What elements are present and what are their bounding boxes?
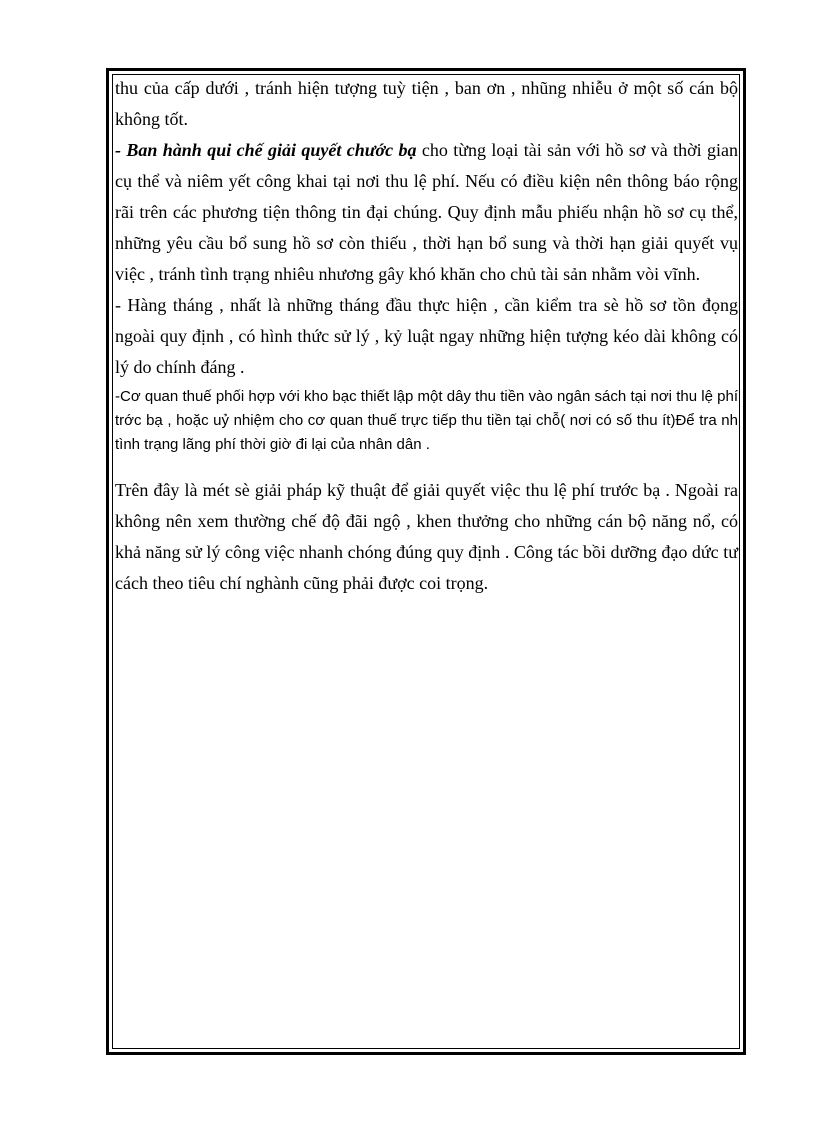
paragraph-2-heading: - Ban hành qui chế giải quyết chước bạ [115, 140, 417, 160]
paragraph-2-text: cho từng loại tài sản với hồ sơ và thời gian cụ thể và niêm yết công khai tại nơi thu lệ phí. Nếu có điều kiện nên thông báo rộng rãi trên các phương tiện thông tin đại chúng. Quy định mẫu phiếu nhận hồ sơ cụ thể, những yêu cầu bổ sung hồ sơ còn thiếu , thời hạn bổ sung và thời hạn giải quyết vụ việc , tránh tình trạng nhiêu nhương gây khó khăn cho chủ tài sản nhằm vòi vĩnh. [115, 140, 739, 284]
paragraph-5-text: Trên đây là mét sè giải pháp kỹ thuật để giải quyết việc thu lệ phí trước bạ . Ngoài ra không nên xem thường chế độ đãi ngộ , khen thưởng cho những cán bộ năng nổ, có khả năng sử lý công việc nhanh chóng đúng quy định . Công tác bồi dưỡng đạo dức tư cách theo tiêu chí nghành cũng phải được coi trọng. [115, 480, 738, 593]
paragraph-3-text: - Hàng tháng , nhất là những tháng đầu thực hiện , cần kiểm tra sè hồ sơ tồn đọng ngoài quy định , có hình thức sử lý , kỷ luật ngay những hiện tượng kéo dài không có lý do chính đáng . [115, 295, 738, 377]
paragraph-1-text: thu của cấp dưới , tránh hiện tượng tuỳ tiện , ban ơn , nhũng nhiễu ở một số cán bộ không tốt. [115, 78, 738, 129]
paragraph-4-text: -Cơ quan thuế phối hợp với kho bạc thiết lập một dây thu tiền vào ngân sách tại nơi thu lệ phí trớc bạ , hoặc uỷ nhiệm cho cơ quan thuế trực tiếp thu tiền tại chỗ( nơi có số thu ít)Để tra nh tình trạng lãng phí thời giờ đi lại của nhân dân . [115, 388, 738, 453]
paragraph-4 [115, 385, 738, 457]
paragraph-2 [115, 135, 738, 290]
paragraph-3 [115, 290, 738, 383]
document-body [115, 73, 738, 599]
paragraph-5 [115, 475, 738, 599]
paragraph-1 [115, 73, 738, 135]
